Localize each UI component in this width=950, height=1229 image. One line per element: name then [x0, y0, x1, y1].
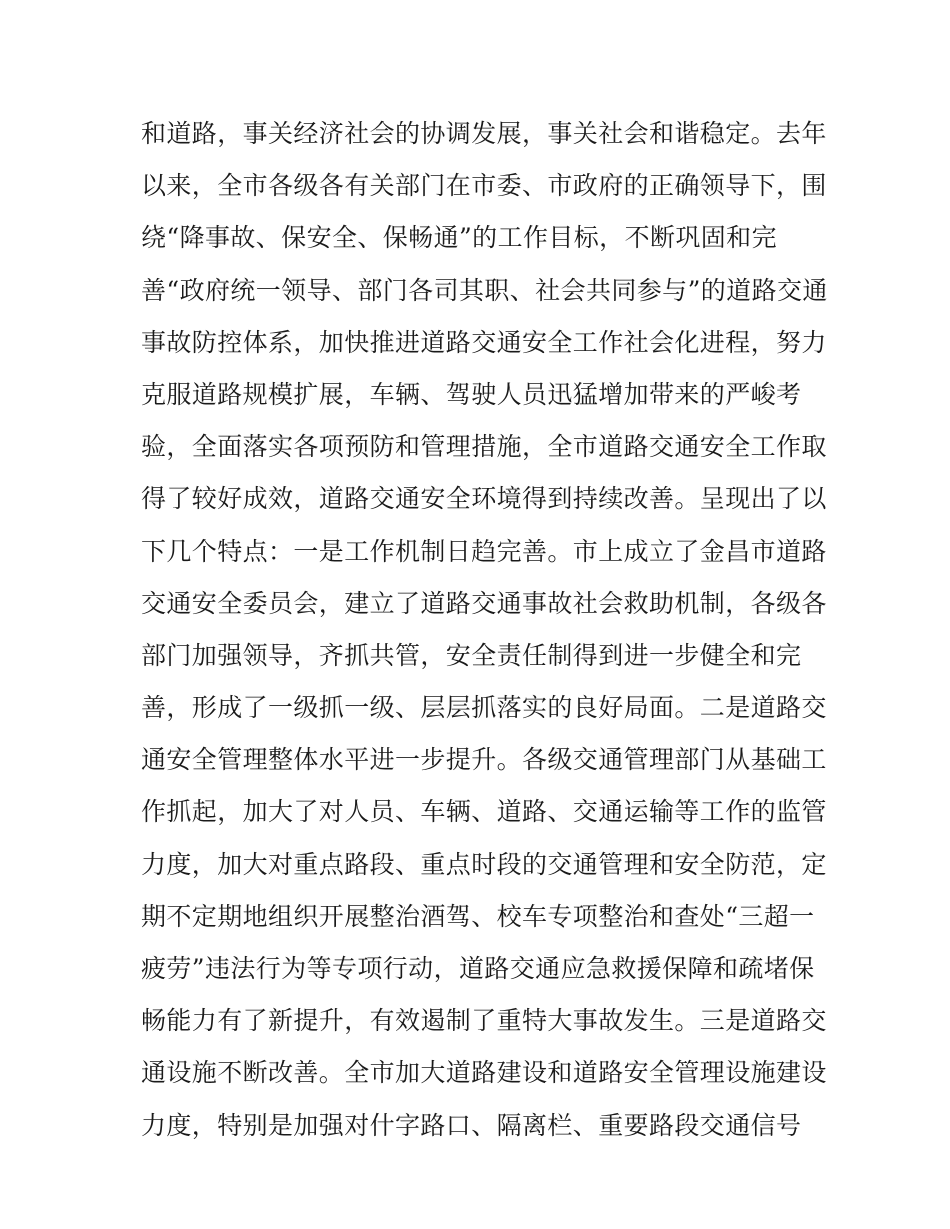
text-line-3: 绕“降事故、保安全、保畅通”的工作目标，不断巩固和完	[141, 223, 777, 253]
text-line-11: 部门加强领导，齐抓共管，安全责任制得到进一步健全和完	[141, 640, 802, 670]
text-line-6: 克服道路规模扩展，车辆、驾驶人员迅猛增加带来的严峻考	[141, 379, 802, 409]
text-line-5: 事故防控体系，加快推进道路交通安全工作社会化进程，努力	[141, 327, 827, 357]
text-line-18: 畅能力有了新提升，有效遏制了重特大事故发生。三是道路交	[141, 1006, 827, 1036]
text-line-8: 得了较好成效，道路交通安全环境得到持续改善。呈现出了以	[141, 484, 827, 514]
text-line-10: 交通安全委员会，建立了道路交通事故社会救助机制，各级各	[141, 588, 827, 618]
text-line-1: 和道路，事关经济社会的协调发展，事关社会和谐稳定。去年	[141, 119, 827, 148]
text-line-16: 期不定期地组织开展整治酒驾、校车专项整治和查处“三超一	[141, 901, 815, 931]
text-line-19: 通设施不断改善。全市加大道路建设和道路安全管理设施建设	[141, 1058, 827, 1088]
text-line-12: 善，形成了一级抓一级、层层抓落实的良好局面。二是道路交	[141, 693, 827, 723]
text-line-2: 以来，全市各级各有关部门在市委、市政府的正确领导下，围	[141, 171, 827, 201]
text-line-17: 疲劳”违法行为等专项行动，道路交通应急救援保障和疏堵保	[141, 954, 815, 983]
text-line-7: 验，全面落实各项预防和管理措施，全市道路交通安全工作取	[141, 432, 827, 462]
text-line-14: 作抓起，加大了对人员、车辆、道路、交通运输等工作的监管	[141, 797, 827, 827]
text-line-9: 下几个特点：一是工作机制日趋完善。市上成立了金昌市道路	[141, 536, 827, 566]
text-line-15: 力度，加大对重点路段、重点时段的交通管理和安全防范，定	[141, 849, 827, 879]
body-paragraph	[141, 108, 828, 1152]
text-line-20: 力度，特别是加强对什字路口、隔离栏、重要路段交通信号	[141, 1110, 802, 1140]
text-line-4: 善“政府统一领导、部门各司其职、社会共同参与”的道路交通	[141, 275, 828, 305]
text-line-13: 通安全管理整体水平进一步提升。各级交通管理部门从基础工	[141, 745, 827, 775]
